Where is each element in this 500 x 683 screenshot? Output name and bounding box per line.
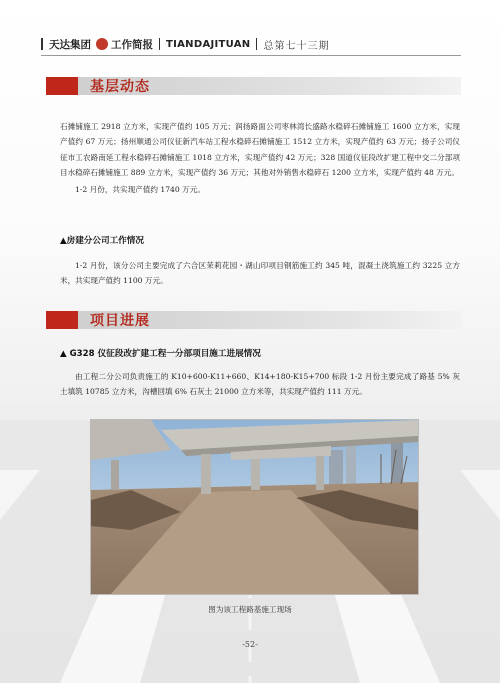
section-title: 基层动态 <box>90 79 150 95</box>
section-banner-grassroots <box>46 77 461 95</box>
report-name: 工作简报 <box>111 38 153 51</box>
paragraph: 由工程二分公司负责施工的 K10+600-K11+660、K14+180-K15+700 标段 1-2 月份主要完成了路基 5% 灰土填筑 10785 立方米，沟槽回填 6% 石灰土 21000 立方米等，共实现产值约 111 万元。 <box>60 372 460 397</box>
paragraph: 石摊铺施工 2918 立方米，实现产值约 105 万元；润扬路面公司枣林湾长盛路水稳碎石摊铺施工 1600 立方米，实现产值约 67 万元；扬州顺通公司仪征新汽车站工程水稳碎石摊铺施工 1512 立方米，实现产值约 63 万元；扬子公司仪征市工农路南延工程水稳碎石摊铺施工 1018 立方米，实现产值约 42 万元；328 国道仪征段改扩建工程中交二分部项目水稳碎石摊铺施工 889 立方米，实现产值约 36 万元；其他对外销售水稳碎石 1200 立方米，实现产值约 48 万元。 <box>60 122 460 178</box>
grassroots-body-2 <box>60 258 460 289</box>
header-separator <box>159 38 160 50</box>
paragraph: 1-2 月份，共实现产值约 1740 万元。 <box>75 184 205 194</box>
brand-english: TIANDAJITUAN <box>166 38 251 50</box>
header-separator <box>256 38 257 50</box>
banner-accent <box>46 311 78 329</box>
brand-name: 天达集团 <box>49 38 91 51</box>
sub-heading: ▲ G328 仪征段改扩建工程一分部项目施工进展情况 <box>60 349 261 359</box>
section-banner-progress <box>46 311 461 329</box>
construction-site-photo <box>90 419 419 595</box>
grassroots-body <box>60 119 460 197</box>
photo-caption: 图为该工程路基施工现场 <box>208 605 292 614</box>
photo-illustration <box>91 420 418 594</box>
issue-number: 总第七十三期 <box>263 40 330 52</box>
header-rule <box>41 55 461 56</box>
banner-accent <box>46 77 78 95</box>
paragraph: 1-2 月份，该分公司主要完成了六合区茉莉花园・湖山印项目钢筋施工约 345 吨，混凝土浇筑施工约 3225 立方米，共实现产值约 1100 万元。 <box>60 261 460 286</box>
progress-body <box>60 369 460 400</box>
brand-logo-icon <box>96 38 108 50</box>
report-header <box>41 36 329 52</box>
page-number: -52- <box>242 640 258 649</box>
header-bar <box>41 38 43 50</box>
section-title: 项目进展 <box>90 313 150 329</box>
sub-heading: ▲房建分公司工作情况 <box>60 236 144 246</box>
